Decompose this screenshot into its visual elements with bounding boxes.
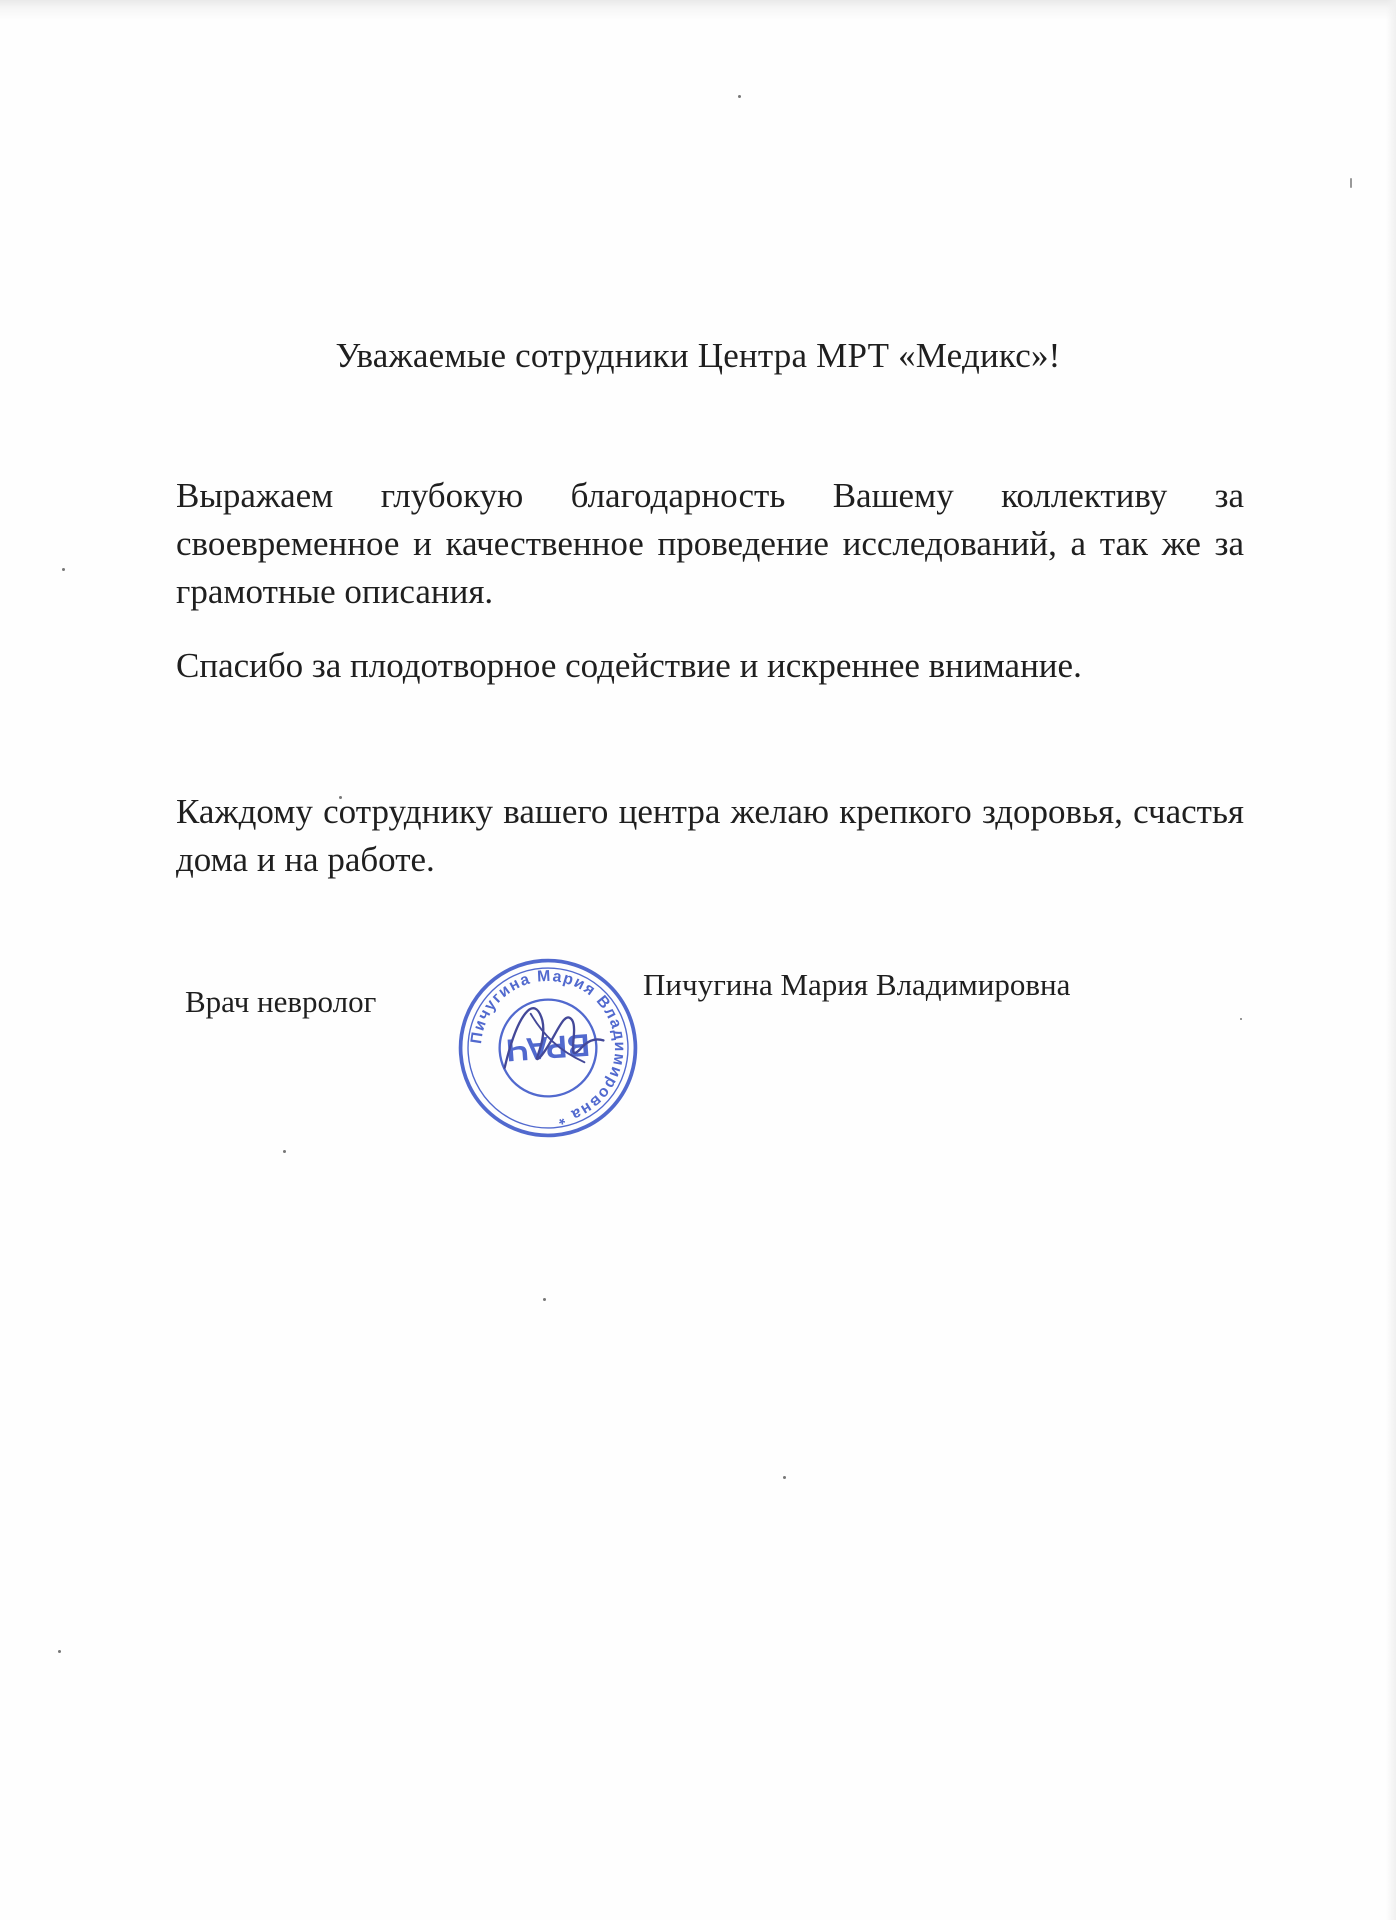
scan-speck (283, 1150, 286, 1153)
scan-speck (738, 95, 741, 98)
letter-paragraph-gratitude: Спасибо за плодотворное содействие и искреннее внимание. (176, 646, 1082, 685)
scan-edge-top (0, 0, 1396, 20)
scan-speck (62, 568, 65, 571)
doctor-stamp (449, 949, 648, 1148)
scan-speck (783, 1476, 786, 1479)
letter-paragraph-thanks: Выражаем глубокую благодарность Вашему коллективу за своевременное и качественное проведение исследований, а так же за грамотные описания. (176, 476, 1244, 611)
scan-speck (58, 1650, 61, 1653)
letter-greeting: Уважаемые сотрудники Центра МРТ «Медикс»! (335, 336, 1061, 375)
signature-position: Врач невролог (185, 984, 377, 1019)
scan-speck (543, 1298, 546, 1301)
letter-paragraph-wishes: Каждому сотруднику вашего центра желаю крепкого здоровья, счастья дома и на работе. (176, 792, 1244, 879)
stamp-center-text: ВРАЧ (504, 1026, 592, 1069)
scan-speck (1350, 178, 1352, 188)
scan-speck (1240, 1018, 1242, 1020)
stamp-ring-path-text: Пичугина Мария Владимировна * (467, 967, 629, 1128)
scan-edge-right (1386, 0, 1396, 1920)
signature-name: Пичугина Мария Владимировна (643, 967, 1071, 1002)
